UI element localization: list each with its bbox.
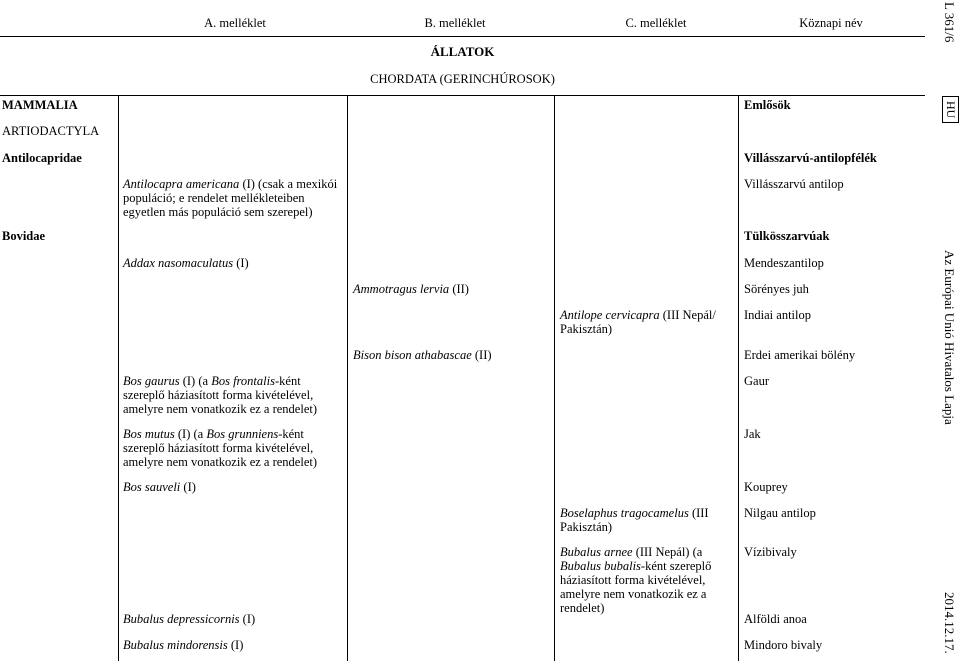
common-mindoro-bivaly: Mindoro bivaly [744,638,823,652]
species-name: Bubalus bubalis [560,559,641,573]
table-top-rule [0,95,925,96]
species-note: (II) [449,282,469,296]
entry-bubalus-mindorensis [123,638,345,652]
journal-name: Az Európai Unió Hivatalos Lapja [942,250,957,425]
species-note: (III Nepál/ Pakisztán) [560,308,716,336]
taxon-bovidae: Bovidae [2,229,46,243]
species-note: (II) [471,348,492,362]
entry-antilocapra-americana [123,177,345,219]
entry-bos-mutus [123,427,345,469]
common-kouprey: Kouprey [744,480,788,494]
column-divider [554,95,555,661]
species-note: (I) [239,612,256,626]
common-erdei-amerikai-boleny: Erdei amerikai bölény [744,348,856,362]
species-note: (I) (a [174,427,207,441]
species-note: (I) [227,638,244,652]
common-villasszarvu-antilop: Villásszarvú antilop [744,177,844,191]
common-mendeszantilop: Mendeszantilop [744,256,824,270]
species-name: Antilope cervicapra [560,308,660,322]
common-nilgau-antilop: Nilgau antilop [744,506,816,520]
species-note: -ként szereplő háziasított forma kivételével, amelyre nem vonatkozik ez a rendelet) [123,374,318,416]
species-note: (I) [233,256,249,270]
entry-bos-sauveli [123,480,345,494]
header-col-c: C. melléklet [625,16,687,30]
species-name: Boselaphus tragocamelus [560,506,689,520]
entry-antilope-cervicapra [560,308,736,336]
species-name: Bos grunniens [206,427,279,441]
common-emlosok: Emlősök [744,98,791,112]
common-sorenyes-juh: Sörényes juh [744,282,809,296]
common-tulkosszarvuak: Tülkösszarvúak [744,229,830,243]
header-col-a: A. melléklet [204,16,266,30]
species-note: (III Nepál) (a [632,545,703,559]
column-divider [118,95,119,661]
common-jak: Jak [744,427,761,441]
common-alfoldi-anoa: Alföldi anoa [744,612,807,626]
species-name: Addax nasomaculatus [123,256,234,270]
species-name: Antilocapra americana [123,177,240,191]
language-badge: HU [942,96,959,123]
entry-bos-gaurus [123,374,345,416]
species-name: Bos sauveli [123,480,181,494]
taxon-mammalia: MAMMALIA [2,98,78,112]
species-note: -ként szereplő háziasított forma kivételével, amelyre nem vonatkozik ez a rendelet) [560,559,712,615]
species-note: (I) (csak a mexikói populáció; e rendelet mellékleteiben egyetlen más populáció sem szerepel) [123,177,338,219]
species-name: Bubalus mindorensis [123,638,228,652]
entry-bison-bison-athabascae [353,348,551,362]
entry-bubalus-depressicornis [123,612,345,626]
entry-ammotragus-lervia [353,282,551,296]
entry-boselaphus-tragocamelus [560,506,736,534]
header-col-b: B. melléklet [424,16,486,30]
species-note: (I) [180,480,196,494]
species-note: (III Pakisztán) [560,506,709,534]
column-divider [738,95,739,661]
species-name: Bubalus arnee [560,545,633,559]
species-name: Bison bison athabascae [353,348,472,362]
taxon-artiodactyla: ARTIODACTYLA [2,124,100,138]
phylum-title: CHORDATA (GERINCHÚROSOK) [370,72,555,86]
column-divider [347,95,348,661]
entry-addax-nasomaculatus [123,256,345,270]
common-indiai-antilop: Indiai antilop [744,308,811,322]
common-villasszarvu-antilopfelek: Villásszarvú-antilopfélék [744,151,877,165]
species-name: Bos mutus [123,427,175,441]
entry-bubalus-arnee [560,545,736,615]
header-rule [0,36,925,37]
species-name: Bos gaurus [123,374,180,388]
taxon-antilocapridae: Antilocapridae [2,151,82,165]
species-note: -ként szereplő háziasított forma kivételével, amelyre nem vonatkozik ez a rendelet) [123,427,318,469]
page-reference: L 361/6 [942,2,957,43]
species-name: Ammotragus lervia [353,282,450,296]
common-gaur: Gaur [744,374,769,388]
section-title: ÁLLATOK [430,44,495,59]
species-name: Bos frontalis [211,374,275,388]
header-common-name: Köznapi név [799,16,863,30]
publication-date: 2014.12.17. [942,592,957,654]
common-vizibivaly: Vízibivaly [744,545,797,559]
species-note: (I) (a [179,374,212,388]
species-name: Bubalus depressicornis [123,612,240,626]
